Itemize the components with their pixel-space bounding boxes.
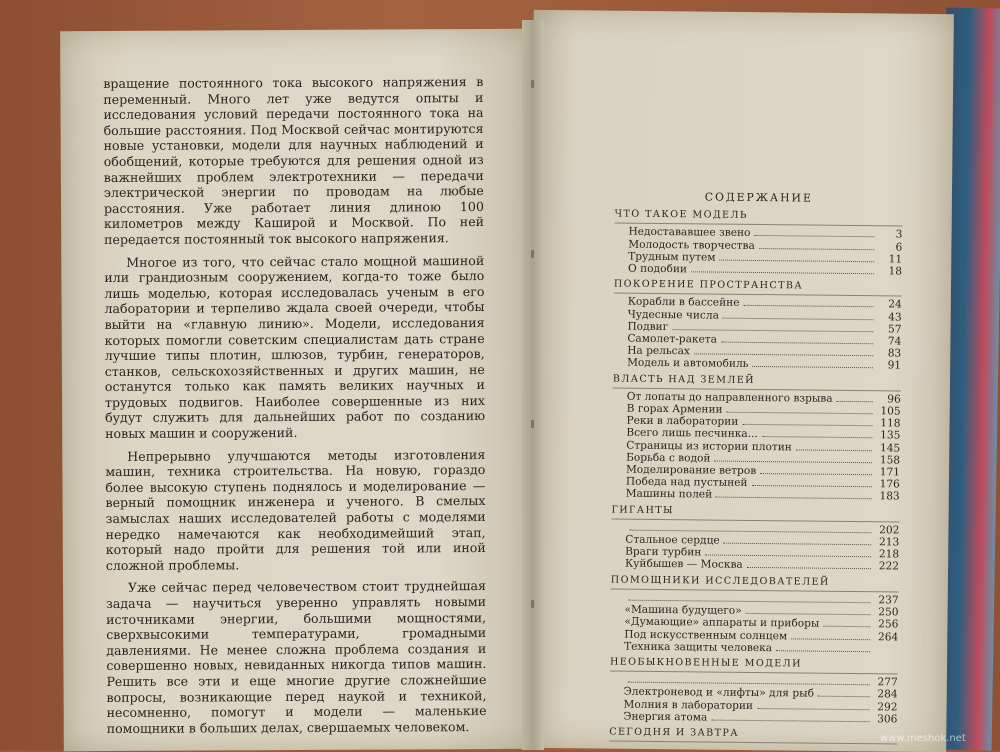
paragraph: Непрерывно улучшаются методы изготовления машин, техника строительства. На новую, гораздо более высокую ступень поднялось и моделирование — верный помощник инженера и ученого. В смелых замыслах наших исследователей работы с моделями нередко намечаются как необходимейший этап, который надо пройти для решения той или иной сложной проблемы. — [105, 447, 486, 574]
toc-leader-dots — [672, 329, 873, 332]
toc-body — [609, 209, 903, 745]
toc-leader-dots — [714, 460, 872, 463]
toc-leader-dots — [724, 543, 872, 546]
toc-entry — [611, 558, 899, 573]
spine-stitch — [531, 420, 534, 428]
toc-leader-dots — [727, 412, 873, 415]
table-of-contents — [609, 191, 903, 747]
toc-section-title: ГИГАНТЫ — [611, 504, 899, 519]
toc-leader-dots — [762, 437, 873, 439]
toc-entry — [614, 263, 902, 278]
toc-entry-label: Реки в лаборатории — [626, 415, 738, 428]
toc-entry — [613, 357, 901, 372]
toc-page-number: 250 — [874, 606, 898, 618]
toc-page-number: 237 — [875, 594, 899, 606]
paragraph: вращение постоянного тока высокого напряжения в переменный. Много лет уже ведутся опыты и исследования условий передачи постоянного тока на большие расстояния. Под Москвой сейчас монтируются новые установки, модели для научных наблюдений и обобщений, которые требуются для решения одной из важнейших проблем электротехники — передачи электрической энергии по проводам на любые расстояния. Уже работает линия длиною 100 километров между Каширой и Москвой. По ней передается постоянный ток высокого напряжения. — [103, 74, 484, 248]
toc-page-number: 284 — [874, 689, 898, 701]
toc-leader-dots — [629, 530, 871, 534]
toc-leader-dots — [752, 366, 873, 368]
spine-stitch — [531, 600, 534, 608]
toc-section-title: НЕОБЫКНОВЕННЫЕ МОДЕЛИ — [610, 656, 898, 671]
toc-page-number: 202 — [875, 524, 899, 536]
toc-page-number: 91 — [877, 360, 901, 372]
toc-page-number: 3 — [878, 229, 902, 241]
toc-entry — [610, 640, 898, 655]
toc-entry-label: Техника защиты человека — [624, 640, 772, 654]
toc-page-number: 83 — [877, 347, 901, 359]
toc-leader-dots — [720, 259, 875, 262]
spine-stitch — [531, 80, 534, 88]
toc-leader-dots — [742, 424, 872, 426]
toc-leader-dots — [746, 613, 871, 615]
toc-entry-label: Молодость творчества — [628, 238, 755, 252]
toc-page-number: 277 — [874, 676, 898, 688]
toc-section-title: ВЛАСТЬ НАД ЗЕМЛЕЙ — [613, 373, 901, 388]
toc-page-number: 306 — [873, 713, 897, 725]
toc-page-number: 6 — [878, 241, 902, 253]
toc-divider — [609, 741, 897, 745]
toc-entry-label: Стальное сердце — [625, 534, 720, 547]
toc-leader-dots — [837, 401, 873, 402]
toc-entry-label: Враги турбин — [625, 546, 701, 559]
toc-entry-label: Модель и автомобиль — [627, 357, 749, 370]
toc-leader-dots — [723, 317, 874, 320]
toc-leader-dots — [754, 235, 874, 237]
toc-leader-dots — [705, 555, 871, 558]
toc-leader-dots — [751, 485, 871, 487]
toc-page-number: 135 — [876, 430, 900, 442]
toc-page-number: 145 — [876, 442, 900, 454]
toc-entry-label: Победа над пустыней — [626, 476, 748, 489]
toc-page-number: 256 — [874, 619, 898, 631]
toc-entry-label: Чудесные числа — [628, 308, 719, 321]
toc-section-title: ПОМОЩНИКИ ИССЛЕДОВАТЕЛЕЙ — [611, 574, 899, 589]
toc-page-number: 218 — [875, 549, 899, 561]
left-page-text — [103, 74, 486, 743]
toc-section-title: ЧТО ТАКОЕ МОДЕЛЬ — [615, 209, 903, 224]
toc-leader-dots — [823, 626, 870, 627]
toc-page-number: 43 — [878, 311, 902, 323]
toc-entry-label: «Думающие» аппараты и приборы — [624, 616, 819, 630]
toc-entry-label: Куйбышев — Москва — [625, 558, 743, 571]
toc-entry-label: Самолет-ракета — [627, 333, 717, 346]
watermark: www.meshok.net — [880, 733, 966, 744]
toc-page-number: 222 — [875, 561, 899, 573]
toc-leader-dots — [759, 248, 875, 250]
toc-entry-label: Машины полей — [626, 488, 713, 501]
toc-page-number: 18 — [878, 265, 902, 277]
toc-leader-dots — [711, 719, 869, 722]
toc-page-number: 74 — [877, 335, 901, 347]
toc-page-number: 171 — [876, 466, 900, 478]
toc-entry-label: Корабли в бассейне — [628, 296, 740, 309]
toc-entry-label: Недостававшее звено — [628, 226, 750, 239]
toc-entry-label: О подобии — [628, 263, 687, 276]
toc-leader-dots — [791, 638, 870, 640]
toc-entry-label: Моделирование ветров — [626, 464, 756, 478]
toc-entry-label: «Машина будущего» — [624, 604, 741, 617]
toc-leader-dots — [776, 650, 870, 652]
toc-page-number: 105 — [877, 405, 901, 417]
book-spine — [522, 20, 544, 750]
toc-entry-label: От лопаты до направленного взрыва — [627, 390, 833, 404]
toc-page-number: 176 — [876, 479, 900, 491]
toc-entry-label: Борьба с водой — [626, 451, 711, 464]
toc-entry-label: Энергия атома — [623, 710, 707, 723]
toc-section-title: СЕГОДНЯ И ЗАВТРА — [609, 726, 897, 741]
toc-page-number: 158 — [876, 454, 900, 466]
toc-page-number: 213 — [875, 536, 899, 548]
toc-leader-dots — [629, 600, 871, 604]
toc-entry-label: В горах Армении — [627, 403, 723, 416]
toc-page-number: 264 — [874, 631, 898, 643]
toc-page-number: 118 — [876, 418, 900, 430]
toc-entry-label: Трудным путем — [628, 250, 715, 263]
paragraph: Уже сейчас перед человечеством стоит труднейшая задача — научиться уверенно управлять новыми источниками энергии, большими мощностями, сверхвысокими температурами, громадными давлениями. Не менее сложна проблема создания и совершенно новых, невиданных никогда типов машин. Решить все эти и еще многие другие сложнейшие вопросы, возникающие перед наукой и техникой, несомненно, помогут и модели — маленькие помощники в больших делах, свершаемых человеком. — [106, 578, 487, 736]
toc-page-number: 24 — [878, 299, 902, 311]
toc-entry — [609, 710, 897, 725]
toc-leader-dots — [760, 473, 872, 475]
toc-page-number: 11 — [878, 253, 902, 265]
toc-entry — [612, 488, 900, 503]
toc-page-number: 57 — [877, 323, 901, 335]
toc-entry-label: Под искусственным солнцем — [624, 628, 787, 642]
toc-leader-dots — [716, 497, 872, 500]
toc-title: СОДЕРЖАНИЕ — [615, 191, 903, 206]
toc-entry-label: На рельсах — [627, 345, 690, 358]
paragraph: Многое из того, что сейчас стало мощной машиной или грандиозным сооружением, когда-то тоже было лишь моделью, которая исследовалась ученым в его лаборатории и терпеливо ждала своей очереди, чтобы выйти на «главную линию». Модели, исследования которых помогли советским специалистам дать стране лучшие типы плотин, шлюзов, турбин, генераторов, станков, сельскохозяйственных и других машин, не останутся только как память великих научных и трудовых подвигов. Наиболее совершенные из них будут служить для дальнейших работ по созданию новых машин и сооружений. — [104, 253, 485, 442]
toc-leader-dots — [818, 696, 870, 698]
toc-page-number: 183 — [876, 491, 900, 503]
toc-page-number: 292 — [873, 701, 897, 713]
toc-entry-label: Подвиг — [627, 320, 668, 333]
toc-entry-label: Молния в лаборатории — [623, 698, 753, 712]
toc-leader-dots — [694, 354, 873, 357]
toc-leader-dots — [691, 271, 874, 274]
toc-leader-dots — [796, 449, 872, 451]
toc-entry-label: Всего лишь песчинка... — [626, 427, 758, 441]
toc-section-title: ПОКОРЕНИЕ ПРОСТРАНСТВА — [614, 279, 902, 294]
toc-entry-label: Электроневод и «лифты» для рыб — [624, 686, 814, 700]
toc-leader-dots — [747, 567, 871, 569]
toc-leader-dots — [721, 342, 873, 345]
toc-page-number: 96 — [877, 393, 901, 405]
spine-stitch — [531, 250, 534, 258]
toc-leader-dots — [743, 305, 873, 307]
toc-leader-dots — [628, 682, 870, 686]
toc-leader-dots — [757, 708, 870, 710]
toc-entry-label: Страницы из истории плотин — [626, 439, 792, 453]
